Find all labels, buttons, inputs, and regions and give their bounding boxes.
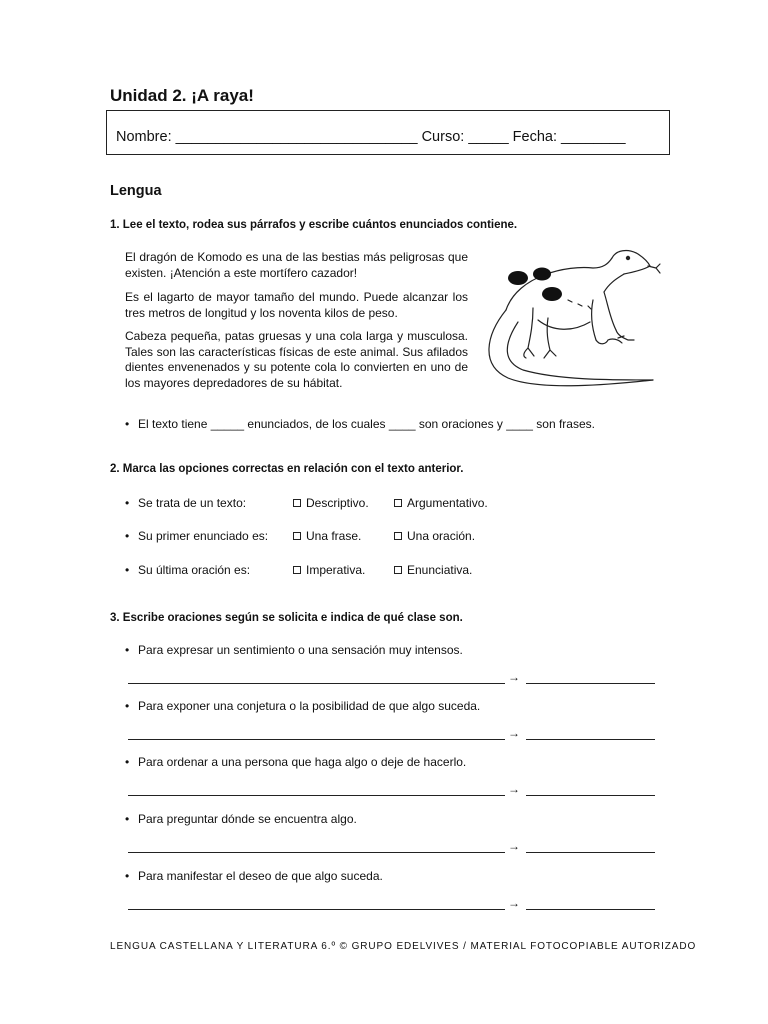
q3-prompt: • Para expresar un sentimiento o una sensación muy intensos. bbox=[138, 643, 463, 657]
checkbox-icon[interactable] bbox=[394, 532, 402, 540]
checkbox-icon[interactable] bbox=[394, 499, 402, 507]
q2-option-checkbox[interactable]: Imperativa. bbox=[293, 563, 365, 577]
q2-option-checkbox[interactable]: Descriptivo. bbox=[293, 496, 369, 510]
q3-prompt: • Para manifestar el deseo de que algo suceda. bbox=[138, 869, 383, 883]
q2-row-label: • Se trata de un texto: bbox=[138, 496, 246, 510]
question-1-heading: 1. Lee el texto, rodea sus párrafos y escribe cuántos enunciados contiene. bbox=[110, 219, 518, 231]
text-paragraph-2[interactable]: Es el lagarto de mayor tamaño del mundo. Puede alcanzar los tres metros de longitud y los noventa kilos de peso. bbox=[125, 290, 468, 320]
section-title: Lengua bbox=[110, 183, 162, 199]
arrow-icon: → bbox=[508, 726, 520, 740]
q2-row-label: • Su última oración es: bbox=[138, 563, 250, 577]
answer-line[interactable] bbox=[128, 739, 505, 740]
q3-prompt: • Para exponer una conjetura o la posibilidad de que algo suceda. bbox=[138, 699, 480, 713]
answer-line[interactable] bbox=[128, 852, 505, 853]
enunciados-fill-sentence[interactable]: • El texto tiene _____ enunciados, de los cuales ____ son oraciones y ____ son frases. bbox=[138, 417, 595, 431]
page-title: Unidad 2. ¡A raya! bbox=[110, 86, 254, 105]
answer-line[interactable] bbox=[128, 909, 505, 910]
arrow-icon: → bbox=[508, 670, 520, 684]
arrow-icon: → bbox=[508, 896, 520, 910]
q2-row-label: • Su primer enunciado es: bbox=[138, 529, 268, 543]
answer-type-line[interactable] bbox=[526, 683, 655, 684]
q2-option-checkbox[interactable]: Argumentativo. bbox=[394, 496, 488, 510]
answer-type-line[interactable] bbox=[526, 852, 655, 853]
komodo-dragon-icon bbox=[478, 240, 662, 390]
checkbox-icon[interactable] bbox=[293, 499, 301, 507]
arrow-icon: → bbox=[508, 782, 520, 796]
q3-prompt: • Para preguntar dónde se encuentra algo. bbox=[138, 812, 357, 826]
answer-line[interactable] bbox=[128, 683, 505, 684]
q3-prompt: • Para ordenar a una persona que haga algo o deje de hacerlo. bbox=[138, 755, 466, 769]
question-2-heading: 2. Marca las opciones correctas en relación con el texto anterior. bbox=[110, 463, 464, 475]
page-footer: LENGUA CASTELLANA Y LITERATURA 6.º © GRUPO EDELVIVES / MATERIAL FOTOCOPIABLE AUTORIZADO bbox=[110, 941, 697, 952]
student-info-fields[interactable]: Nombre: ______________________________ Curso: _____ Fecha: ________ bbox=[116, 129, 626, 145]
q2-option-checkbox[interactable]: Una oración. bbox=[394, 529, 475, 543]
text-paragraph-3[interactable]: Cabeza pequeña, patas gruesas y una cola larga y musculosa. Tales son las características físicas de este animal. Sus afilados dientes envenenados y su potente cola lo convierten en uno de los mayores depredadores de su hábitat. bbox=[125, 329, 468, 390]
checkbox-icon[interactable] bbox=[293, 566, 301, 574]
answer-type-line[interactable] bbox=[526, 909, 655, 910]
q2-option-checkbox[interactable]: Una frase. bbox=[293, 529, 361, 543]
arrow-icon: → bbox=[508, 839, 520, 853]
answer-type-line[interactable] bbox=[526, 795, 655, 796]
question-3-heading: 3. Escribe oraciones según se solicita e indica de qué clase son. bbox=[110, 612, 463, 624]
checkbox-icon[interactable] bbox=[293, 532, 301, 540]
text-paragraph-1[interactable]: El dragón de Komodo es una de las bestias más peligrosas que existen. ¡Atención a este mortífero cazador! bbox=[125, 250, 468, 280]
q2-option-checkbox[interactable]: Enunciativa. bbox=[394, 563, 472, 577]
answer-line[interactable] bbox=[128, 795, 505, 796]
answer-type-line[interactable] bbox=[526, 739, 655, 740]
checkbox-icon[interactable] bbox=[394, 566, 402, 574]
